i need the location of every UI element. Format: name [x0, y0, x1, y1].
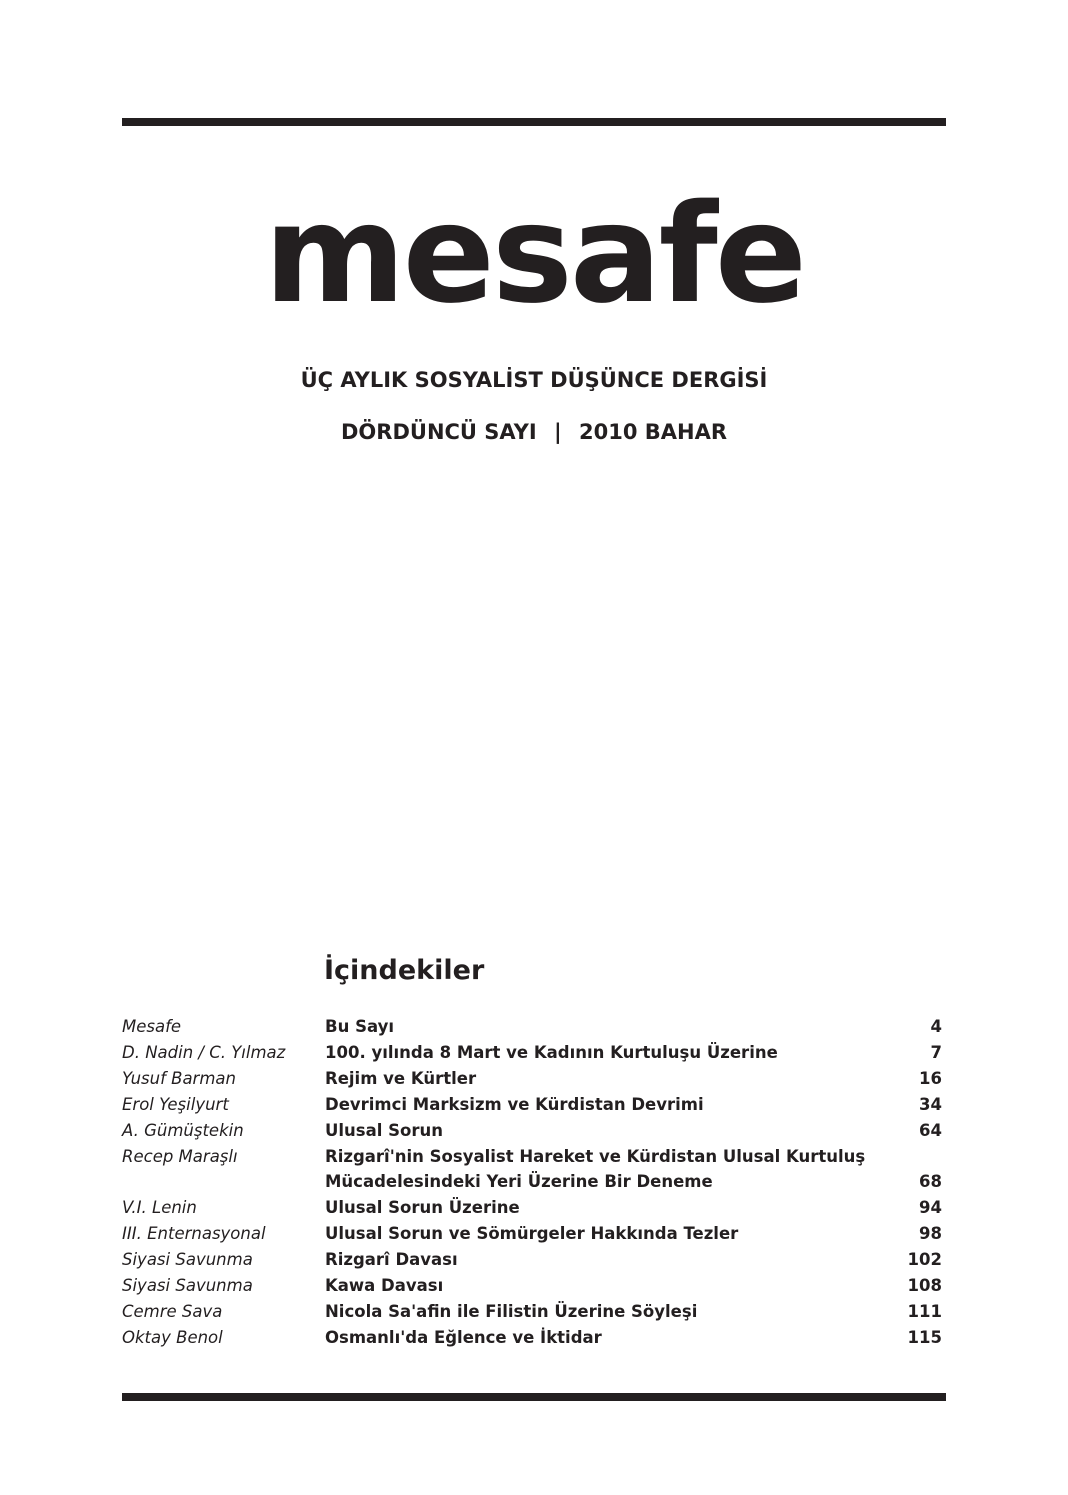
toc-entry: [122, 1092, 946, 1118]
toc-entry-title: [325, 1144, 886, 1196]
toc-entry-title: [325, 1247, 886, 1273]
toc-entry-author: Recep Maraşlı: [122, 1146, 238, 1166]
toc-entry-title: [325, 1040, 886, 1066]
toc-entry-page: 7: [930, 1042, 942, 1062]
toc-entry-author: Oktay Benol: [122, 1327, 223, 1347]
toc-entry-title-line: Bu Sayı: [325, 1017, 394, 1036]
toc-entry-title: [325, 1118, 886, 1144]
toc-entry-page: 34: [919, 1094, 942, 1114]
toc-entry: [122, 1040, 946, 1066]
toc-entry: [122, 1118, 946, 1144]
magazine-logo: mesafe: [263, 176, 805, 334]
toc-entry: [122, 1299, 946, 1325]
toc-entry-page: 68: [919, 1172, 942, 1192]
toc-entry-page: 102: [907, 1250, 942, 1270]
toc-entry-title: [325, 1273, 886, 1299]
toc-entry-author: Siyasi Savunma: [122, 1250, 253, 1270]
toc-entry-page: 94: [919, 1198, 942, 1218]
toc-entry-page: 4: [930, 1017, 942, 1036]
toc-entry-author: A. Gümüştekin: [122, 1120, 244, 1140]
toc-entry-page: 98: [919, 1224, 942, 1244]
toc-entry-title-line: Ulusal Sorun Üzerine: [325, 1198, 520, 1218]
toc-entry-page: 108: [907, 1276, 942, 1296]
toc-entry-title: [325, 1299, 886, 1325]
issue-number: DÖRDÜNCÜ SAYI: [341, 420, 537, 444]
toc-entry-author: Siyasi Savunma: [122, 1276, 253, 1296]
toc-entry-title: [325, 1325, 886, 1351]
toc-entry-title-line: Osmanlı'da Eğlence ve İktidar: [325, 1327, 602, 1347]
toc-entry-title: [325, 1221, 886, 1247]
toc-entry-title: [325, 1066, 886, 1092]
toc-entry: [122, 1221, 946, 1247]
toc-entry-author: Cemre Sava: [122, 1301, 223, 1321]
toc-entry-title-line: Rizgarî'nin Sosyalist Hareket ve Kürdistan Ulusal Kurtuluş: [325, 1146, 866, 1166]
toc-entry-page: 115: [907, 1327, 942, 1347]
toc-entry-author: V.I. Lenin: [122, 1198, 197, 1218]
toc-entry: [122, 1325, 946, 1351]
toc-entry-page: 111: [907, 1301, 942, 1321]
toc-entry-title: [325, 1195, 886, 1221]
toc-entry-page: 64: [919, 1120, 942, 1140]
toc-entry-title-line: Rejim ve Kürtler: [325, 1068, 477, 1088]
toc-entry-title-line: 100. yılında 8 Mart ve Kadının Kurtuluşu Üzerine: [325, 1042, 778, 1062]
toc-entry: [122, 1195, 946, 1221]
toc-entry: [122, 1144, 946, 1196]
toc-entry: [122, 1066, 946, 1092]
table-of-contents: [122, 1014, 946, 1351]
toc-entry-title: [325, 1092, 886, 1118]
toc-heading: İçindekiler: [324, 955, 485, 986]
toc-entry-title-line: Mücadelesindeki Yeri Üzerine Bir Deneme: [325, 1172, 713, 1192]
bottom-rule: [122, 1393, 946, 1401]
toc-entry-title-line: Ulusal Sorun ve Sömürgeler Hakkında Tezler: [325, 1224, 739, 1244]
toc-entry-author: III. Enternasyonal: [122, 1224, 266, 1244]
toc-entry-title-line: Ulusal Sorun: [325, 1120, 444, 1140]
toc-entry-author: D. Nadin / C. Yılmaz: [122, 1042, 286, 1062]
toc-entry-title: [325, 1014, 886, 1040]
toc-entry: [122, 1247, 946, 1273]
toc-entry-author: Erol Yeşilyurt: [122, 1094, 229, 1114]
toc-entry: [122, 1273, 946, 1299]
toc-entry-title-line: Kawa Davası: [325, 1276, 444, 1296]
toc-entry-page: 16: [919, 1068, 942, 1088]
toc-entry-title-line: Nicola Sa'afin ile Filistin Üzerine Söyleşi: [325, 1301, 698, 1321]
issue-separator: |: [554, 420, 562, 444]
issue-date: 2010 BAHAR: [578, 420, 727, 444]
top-rule: [122, 118, 946, 126]
toc-entry-author: Mesafe: [122, 1017, 182, 1036]
toc-entry-title-line: Rizgarî Davası: [325, 1250, 458, 1270]
toc-entry-title-line: Devrimci Marksizm ve Kürdistan Devrimi: [325, 1094, 704, 1114]
toc-entry: [122, 1014, 946, 1040]
magazine-subtitle: ÜÇ AYLIK SOSYALİST DÜŞÜNCE DERGİSİ: [300, 368, 768, 392]
toc-entry-author: Yusuf Barman: [122, 1068, 236, 1088]
issue-line: [0, 419, 1068, 445]
